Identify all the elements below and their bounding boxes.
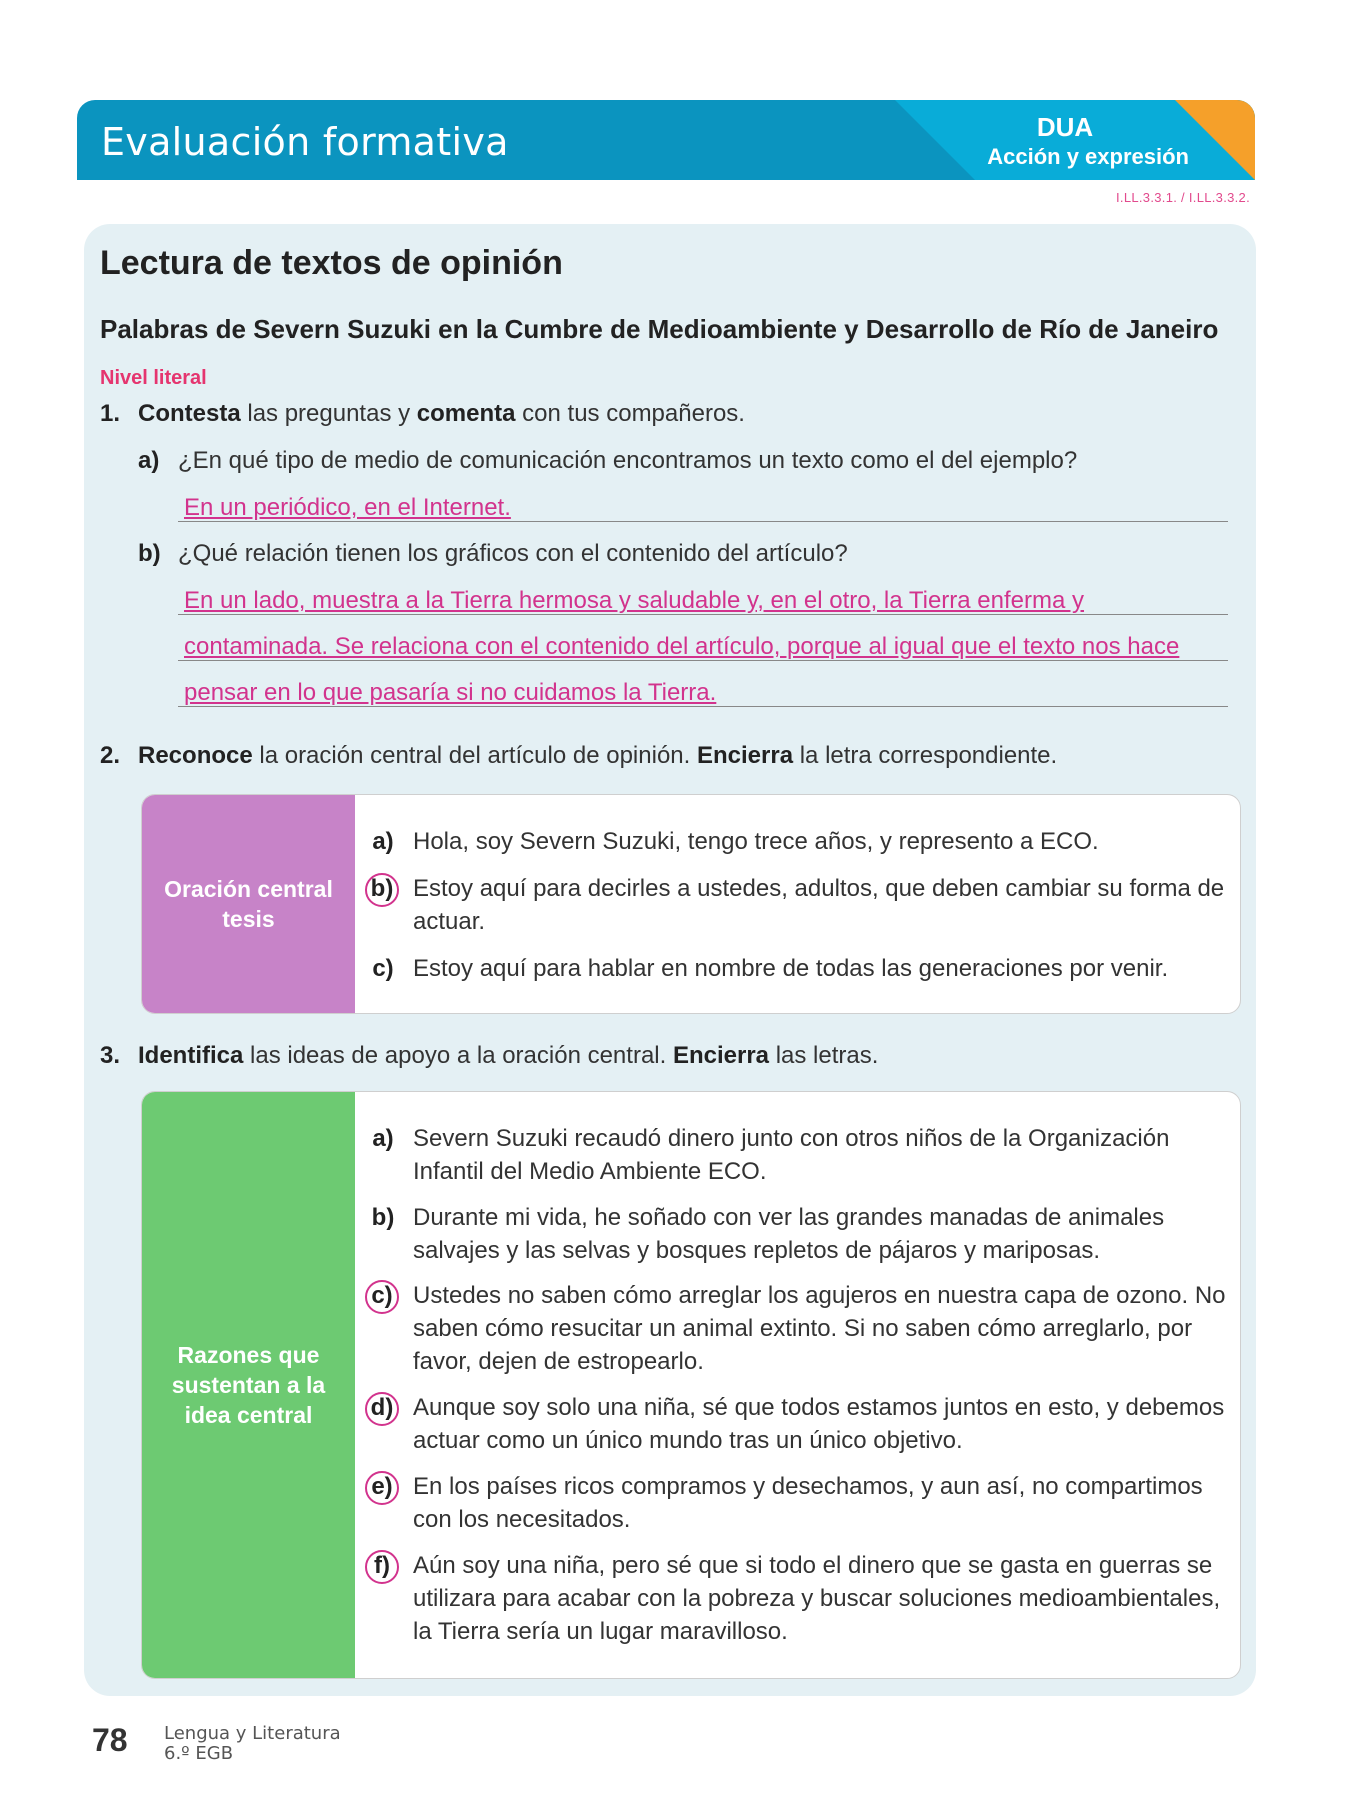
- subject-name: Lengua y Literatura: [164, 1723, 341, 1744]
- instruction-verb: Identifica: [138, 1042, 244, 1069]
- instruction-text: las letras.: [769, 1042, 879, 1069]
- question-1: [100, 400, 745, 428]
- dua-title: DUA: [1036, 112, 1094, 142]
- question-1a: [138, 447, 1077, 475]
- answer-text: pensar en lo que pasaría si no cuidamos la Tierra.: [184, 679, 717, 706]
- circled-option-letter: f): [365, 1550, 399, 1584]
- instruction-verb: Contesta: [138, 400, 241, 427]
- instruction-verb: Reconoce: [138, 742, 253, 769]
- thesis-options-box: [141, 794, 1241, 1014]
- footer-subject: [164, 1724, 341, 1764]
- circled-option-letter: e): [365, 1471, 399, 1505]
- option-letter: a): [372, 1125, 394, 1152]
- item-text: ¿En qué tipo de medio de comunicación encontramos un texto como el del ejemplo?: [178, 447, 1078, 474]
- option-letter: c): [372, 955, 394, 982]
- option-text: Ustedes no saben cómo arreglar los agujeros en nuestra capa de ozono. No saben cómo resucitar un animal extinto. Si no saben cómo arreglarlo, por favor, dejen de estropearlo.: [413, 1282, 1226, 1375]
- instruction-text: la letra correspondiente.: [793, 742, 1058, 769]
- question-number: 2.: [100, 742, 121, 769]
- option-a[interactable]: [367, 825, 1227, 858]
- option-text: Severn Suzuki recaudó dinero junto con otros niños de la Organización Infantil del Medio Ambiente ECO.: [413, 1125, 1170, 1185]
- question-number: 3.: [100, 1042, 121, 1069]
- instruction-verb: comenta: [416, 400, 516, 427]
- option-text: Durante mi vida, he soñado con ver las grandes manadas de animales salvajes y las selvas y bosques repletos de pájaros y mariposas.: [413, 1204, 1165, 1264]
- question-3: [100, 1042, 878, 1070]
- answer-text: En un periódico, en el Internet.: [184, 494, 511, 521]
- option-a[interactable]: [367, 1122, 1227, 1188]
- section-title: Lectura de textos de opinión: [100, 244, 563, 282]
- question-2: [100, 742, 1057, 770]
- circled-option-letter: c): [365, 1280, 399, 1314]
- page-number: 78: [92, 1722, 128, 1758]
- option-c[interactable]: [367, 952, 1227, 985]
- indicator-codes: I.LL.3.3.1. / I.LL.3.3.2.: [1116, 190, 1250, 205]
- instruction-text: con tus compañeros.: [515, 400, 745, 427]
- option-b[interactable]: [367, 872, 1227, 938]
- option-text: Hola, soy Severn Suzuki, tengo trece años, y represento a ECO.: [413, 828, 1099, 855]
- item-letter: b): [138, 540, 161, 567]
- instruction-verb: Encierra: [672, 1042, 770, 1069]
- page-title: Evaluación formativa: [101, 120, 509, 164]
- label-line: tesis: [222, 906, 275, 932]
- instruction-text: la oración central del artículo de opinión.: [252, 742, 697, 769]
- option-f[interactable]: [367, 1549, 1227, 1648]
- supporting-ideas-box: [141, 1091, 1241, 1679]
- option-letter: b): [371, 1204, 395, 1231]
- supporting-ideas-label: [142, 1092, 355, 1678]
- option-letter: a): [372, 828, 394, 855]
- option-text: En los países ricos compramos y desechamos, y aun así, no compartimos con los necesitados.: [413, 1473, 1203, 1533]
- option-b[interactable]: [367, 1201, 1227, 1267]
- level-label: Nivel literal: [100, 367, 207, 389]
- section-subtitle: Palabras de Severn Suzuki en la Cumbre de Medioambiente y Desarrollo de Río de Janeiro: [100, 314, 1219, 344]
- header-banner: [77, 100, 1255, 180]
- answer-text: En un lado, muestra a la Tierra hermosa y saludable y, en el otro, la Tierra enferma y: [184, 587, 1084, 614]
- instruction-verb: Encierra: [696, 742, 794, 769]
- dua-subtitle: Acción y expresión: [987, 144, 1189, 169]
- grade-level: 6.º EGB: [164, 1743, 234, 1764]
- instruction-text: las preguntas y: [240, 400, 417, 427]
- label-line: Razones que: [177, 1342, 320, 1368]
- question-number: 1.: [100, 400, 121, 427]
- answer-text: contaminada. Se relaciona con el contenido del artículo, porque al igual que el texto nos hace: [184, 633, 1180, 660]
- option-e[interactable]: [367, 1470, 1227, 1536]
- circled-option-letter: d): [365, 1392, 399, 1426]
- thesis-label: [142, 795, 355, 1013]
- option-text: Aún soy una niña, pero sé que si todo el dinero que se gasta en guerras se utilizara para acabar con la pobreza y buscar soluciones medioambientales, la Tierra sería un lugar maravilloso.: [413, 1552, 1221, 1645]
- question-1b: [138, 540, 848, 568]
- label-line: idea central: [184, 1402, 313, 1428]
- option-text: Estoy aquí para hablar en nombre de todas las generaciones por venir.: [413, 955, 1169, 982]
- option-c[interactable]: [367, 1279, 1227, 1378]
- label-line: sustentan a la: [171, 1372, 326, 1398]
- circled-option-letter: b): [365, 873, 399, 907]
- item-letter: a): [138, 447, 160, 474]
- label-line: Oración central: [164, 876, 333, 902]
- option-text: Aunque soy solo una niña, sé que todos estamos juntos en esto, y debemos actuar como un único mundo tras un único objetivo.: [413, 1394, 1225, 1454]
- item-text: ¿Qué relación tienen los gráficos con el contenido del artículo?: [178, 540, 848, 567]
- option-d[interactable]: [367, 1391, 1227, 1457]
- instruction-text: las ideas de apoyo a la oración central.: [243, 1042, 673, 1069]
- option-text: Estoy aquí para decirles a ustedes, adultos, que deben cambiar su forma de actuar.: [413, 875, 1225, 935]
